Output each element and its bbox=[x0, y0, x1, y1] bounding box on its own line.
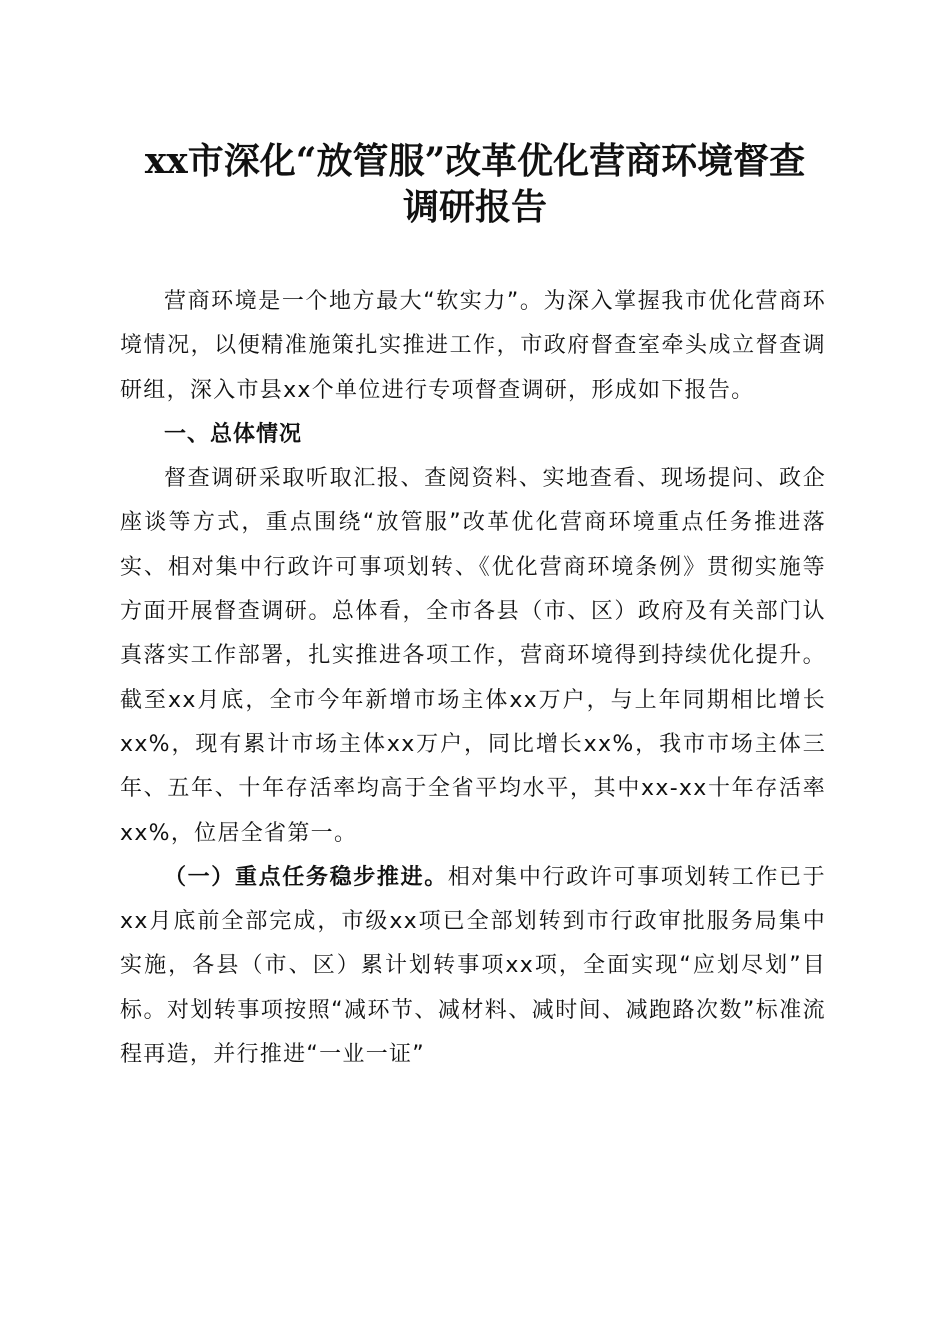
section-heading-overview: 一、总体情况 bbox=[164, 421, 303, 447]
intro-paragraph: 营商环境是一个地方最大“软实力”。为深入掌握我市优化营商环境情况，以便精准施策扎实推进工作，市政府督查室牵头成立督查调研组，深入市县xx个单位进行专项督查调研，形成如下报告。 bbox=[120, 289, 826, 403]
document-body bbox=[120, 280, 826, 1077]
subsection-1-text: 相对集中行政许可事项划转工作已于xx月底前全部完成，市级xx项已全部划转到市行政审批服务局集中实施，各县（市、区）累计划转事项xx项，全面实现“应划尽划”目标。对划转事项按照“减环节、减材料、减时间、减跑路次数”标准流程再造，并行推进“一业一证” bbox=[120, 864, 826, 1068]
title-line-1: xx市深化“放管服”改革优化营商环境督查 bbox=[144, 140, 806, 182]
subsection-1-heading: （一）重点任务稳步推进。 bbox=[164, 864, 448, 890]
subsection-1-paragraph bbox=[120, 856, 826, 1077]
document-title bbox=[100, 138, 850, 230]
title-line-2: 调研报告 bbox=[402, 186, 547, 228]
overview-paragraph: 督查调研采取听取汇报、查阅资料、实地查看、现场提问、政企座谈等方式，重点围绕“放管服”改革优化营商环境重点任务推进落实、相对集中行政许可事项划转、《优化营商环境条例》贯彻实施等方面开展督查调研。总体看，全市各县（市、区）政府及有关部门认真落实工作部署，扎实推进各项工作，营商环境得到持续优化提升。截至xx月底，全市今年新增市场主体xx万户，与上年同期相比增长xx%，现有累计市场主体xx万户，同比增长xx%，我市市场主体三年、五年、十年存活率均高于全省平均水平，其中xx-xx十年存活率xx%，位居全省第一。 bbox=[120, 466, 826, 846]
